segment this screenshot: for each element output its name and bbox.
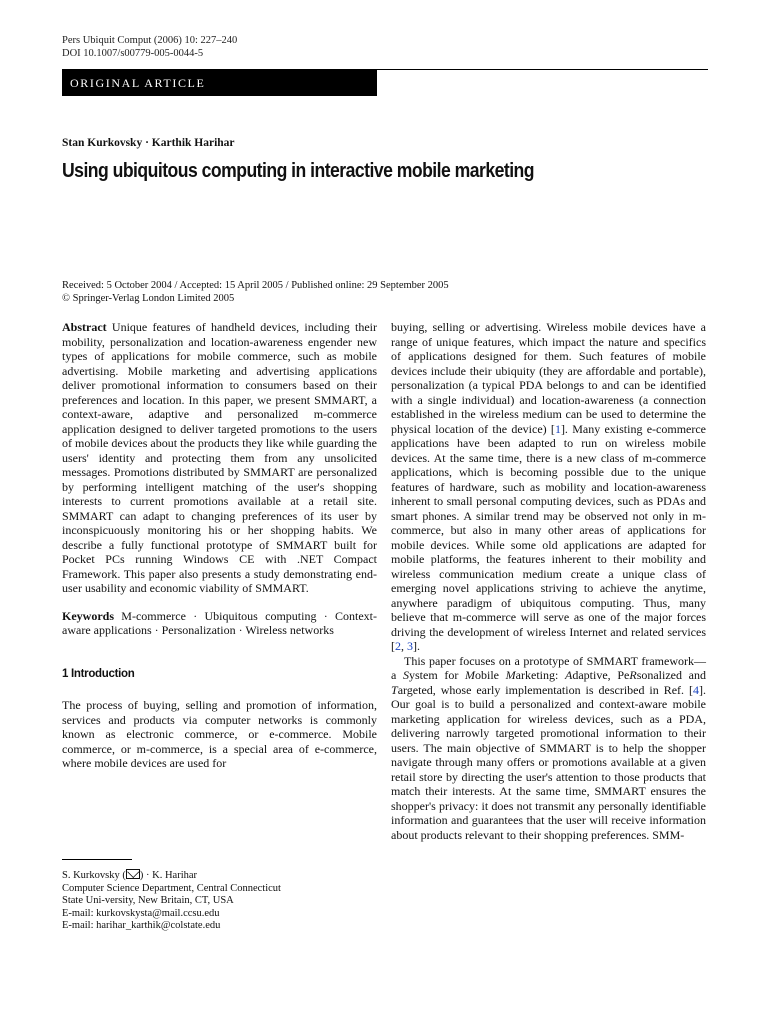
- section-heading-introduction: 1 Introduction: [62, 667, 135, 680]
- introduction-paragraph-continued: buying, selling or advertising. Wireless mobile devices have a range of unique features, which impact the nature and specifics of applications designed for them. Such features of mobile devices include their ubiquity (they are affordable and portable), personalization (a typical PDA belongs to and can be identified with a single individual) and location-awareness (a connection established in the wireless medium can be used to determine the physical location of the device) [1]. Many existing e-commerce applications have been adapted to run on wireless mobile devices. At the same time, there is a new class of m-commerce applications, which is becoming possible due to the unique features of hardware, such as mobility and location-awareness inherent to small personal computing devices, such as PDAs and smart phones. A similar trend may be observed not only in m-commerce, but also in many other areas of applications for mobile devices. While some old applications are adapted for mobile platforms, the features inherent to their mobility and wireless communication medium create a unique class of emerging novel applications striving to achieve the anytime, anywhere paradigm of ubiquitous computing. Thus, many believe that m-commerce will serve as one of the major forces driving the development of wireless Internet and related services [2, 3].: [391, 320, 707, 653]
- keywords: [62, 609, 377, 638]
- paper-title: Using ubiquitous computing in interactive mobile marketing: [62, 160, 535, 182]
- journal-citation-block: [62, 34, 237, 60]
- author-list: Stan Kurkovsky · Karthik Harihar: [62, 137, 235, 149]
- copyright-line: © Springer-Verlag London Limited 2005: [62, 293, 235, 304]
- keywords-label: Keywords: [62, 608, 114, 623]
- article-type-banner: ORIGINAL ARTICLE: [62, 70, 377, 96]
- left-column: [62, 320, 377, 771]
- abstract: [62, 320, 377, 596]
- abstract-text: Unique features of handheld devices, including their mobility, personalization and location-awareness engender new types of applications for mobile commerce, such as mobile advertising. Mobile marketing and advertising applications deliver promotional information to consumers based on their preferences and location. In this paper, we present SMMART, a context-aware, adaptive and personalized m-commerce application designed to deliver targeted promotions to the users of mobile devices about the products they like while guarding the users' identity and protecting them from any unsolicited messages. Promotions distributed by SMMART are personalized by performing intelligent matching of the user's shopping interests to current promotions available at a retail site. SMMART can adapt to changing preferences of its user by inconspicuously monitoring his or her shopping habits. We describe a fully functional prototype of SMMART built for Pocket PCs running Windows CE with .NET Compact Framework. This paper also presents a study demonstrating end-user usability and economic viability of SMMART.: [62, 320, 377, 595]
- email-kurkovsky[interactable]: E-mail: kurkovskysta@mail.ccsu.edu: [62, 907, 220, 919]
- email-harihar[interactable]: E-mail: harihar_karthik@colstate.edu: [62, 920, 221, 931]
- author-footnote: [62, 869, 377, 933]
- citation-link-4[interactable]: 4: [693, 682, 699, 697]
- abstract-label: Abstract: [62, 320, 107, 334]
- journal-citation: Pers Ubiquit Comput (2006) 10: 227–240: [62, 35, 238, 46]
- keywords-text: M-commerce · Ubiquitous computing · Context-aware applications · Personalization · Wireless networks: [62, 608, 378, 637]
- citation-link-1[interactable]: 1: [554, 421, 561, 436]
- publication-dates: [62, 279, 449, 305]
- citation-link-3[interactable]: 3: [407, 639, 413, 653]
- doi-link[interactable]: DOI 10.1007/s00779-005-0044-5: [62, 48, 204, 59]
- affiliation-line-1: Computer Science Department, Central Connecticut: [62, 882, 281, 894]
- citation-link-2[interactable]: 2: [395, 639, 401, 653]
- introduction-paragraph: The process of buying, selling and promotion of information, services and products via computer networks is commonly known as electronic commerce, or e-commerce. Mobile commerce, or m-commerce, is a special area of e-commerce, where mobile devices are used for: [62, 698, 377, 770]
- smmart-paragraph: This paper focuses on a prototype of SMMART framework—a System for Mobile Marketing: Adaptive, PeRsonalized and Targeted, whose early implementation is described in Ref. [4]. Our goal is to build a personalized and context-aware mobile marketing application for wireless devices, such as a PDA, delivering narrowly targeted promotional information to their users. The main objective of SMMART is to help the shopper navigate through many offers or promotions available at a given retail store by directing the user's attention to those products that match their interests. At the same time, SMMART ensures the shopper's privacy: it does not transmit any personally identifiable information and guarantees that the user will receive information about products relevant to their shopping preferences. SMM-: [391, 653, 706, 842]
- right-column: [391, 320, 706, 842]
- affiliation-line-2: State Uni-versity, New Britain, CT, USA: [62, 895, 234, 906]
- envelope-icon: [126, 869, 140, 879]
- footnote-rule: [62, 859, 132, 860]
- received-accepted-published: Received: 5 October 2004 / Accepted: 15 April 2005 / Published online: 29 September 2005: [62, 280, 449, 291]
- corresponding-authors: S. Kurkovsky ( ) · K. Harihar: [62, 870, 198, 881]
